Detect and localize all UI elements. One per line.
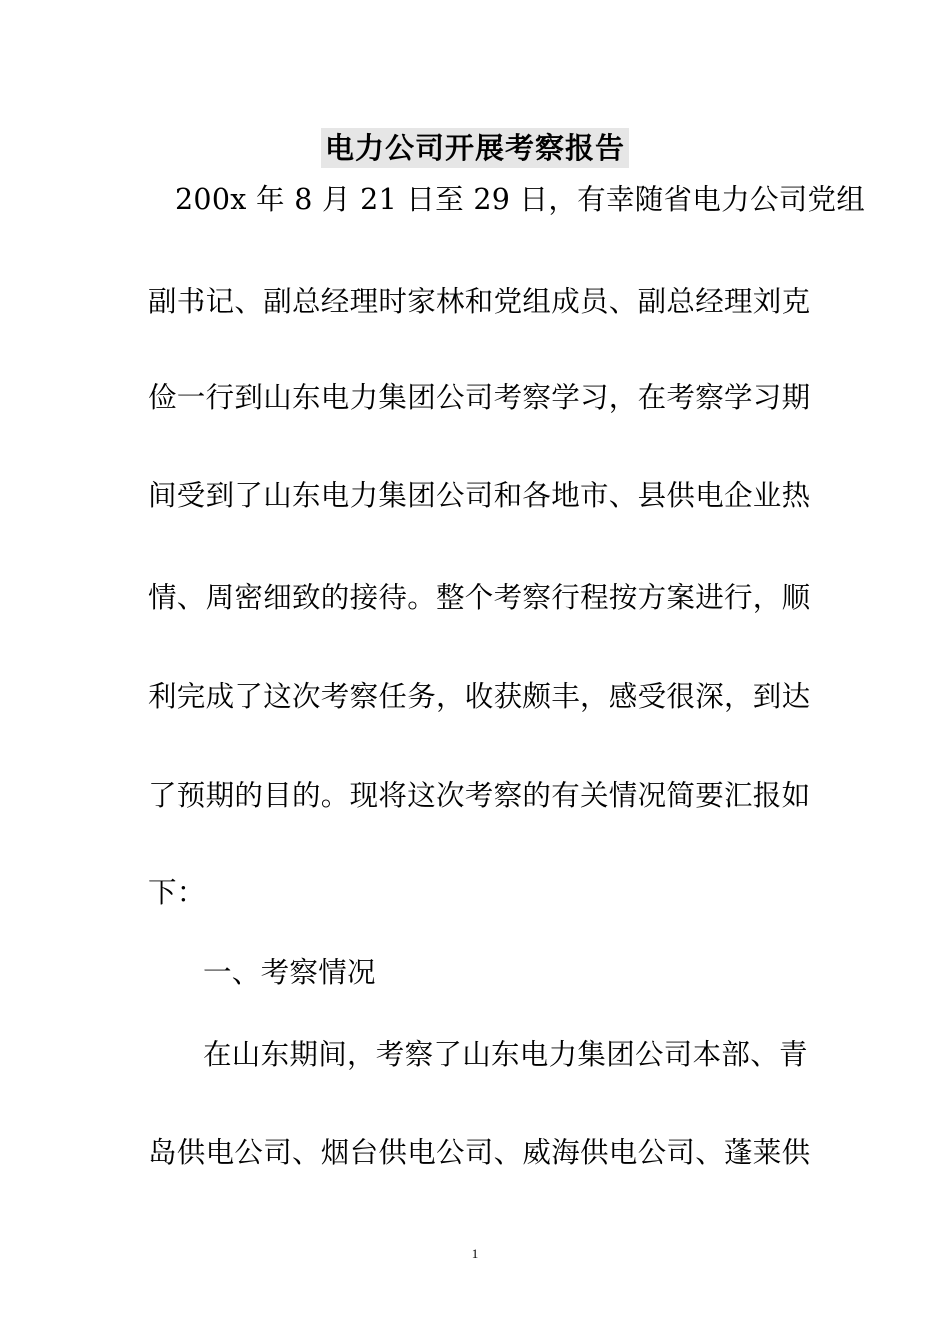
page-number: 1 xyxy=(471,1246,479,1261)
paragraph2-line2: 岛供电公司、烟台供电公司、威海供电公司、蓬莱供 xyxy=(148,1136,811,1169)
paragraph1-line5: 情、周密细致的接待。整个考察行程按方案进行，顺 xyxy=(148,581,811,614)
paragraph1-line3: 俭一行到山东电力集团公司考察学习，在考察学习期 xyxy=(148,381,811,414)
paragraph1-line6: 利完成了这次考察任务，收获颇丰，感受很深，到达 xyxy=(148,680,811,713)
section1-heading: 一、考察情况 xyxy=(203,956,376,989)
paragraph2-line1: 在山东期间，考察了山东电力集团公司本部、青 xyxy=(203,1038,808,1071)
title-container xyxy=(0,128,950,168)
paragraph1-line4: 间受到了山东电力集团公司和各地市、县供电企业热 xyxy=(148,479,811,512)
paragraph1-line2: 副书记、副总经理时家林和党组成员、副总经理刘克 xyxy=(148,285,811,318)
paragraph1-line7: 了预期的目的。现将这次考察的有关情况简要汇报如 xyxy=(148,779,811,812)
paragraph1-line8: 下： xyxy=(148,876,206,909)
paragraph1-line1: 200x 年 8 月 21 日至 29 日，有幸随省电力公司党组 xyxy=(175,183,866,216)
document-title: 电力公司开展考察报告 xyxy=(321,128,629,168)
